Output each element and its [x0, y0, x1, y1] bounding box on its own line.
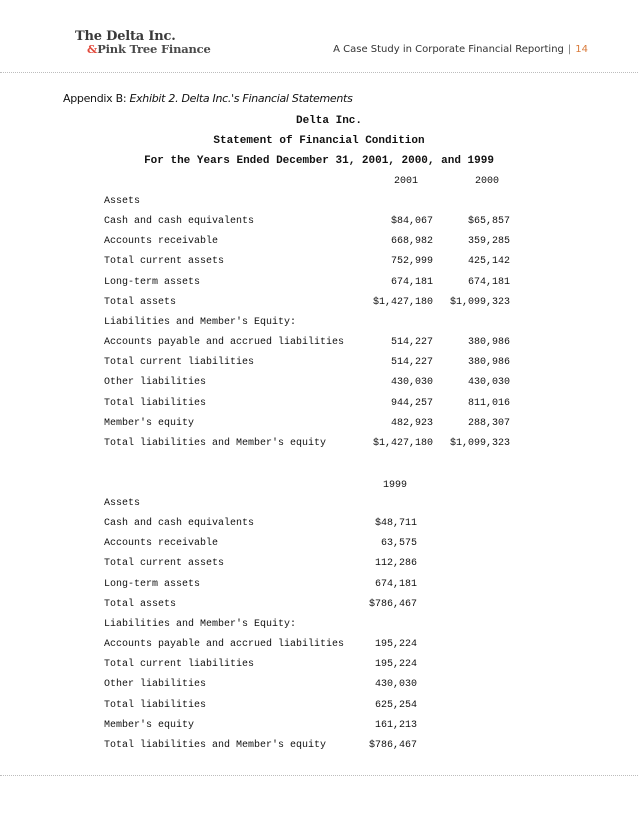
value-1999: 195,224: [374, 639, 417, 651]
running-header: [333, 44, 588, 55]
table-row: [0, 659, 638, 673]
value-2001: 944,257: [390, 397, 433, 409]
company-logo: [75, 30, 211, 56]
appendix-title: Exhibit 2. Delta Inc.'s Financial Statements: [129, 92, 353, 105]
table-row: [0, 700, 638, 714]
table-row: [0, 418, 638, 432]
table-row: [0, 398, 638, 412]
value-1999: $786,467: [368, 739, 417, 751]
row-label: Accounts receivable: [104, 236, 219, 248]
table-row: [0, 498, 638, 512]
table-row: [0, 438, 638, 452]
header-separator: |: [567, 44, 572, 55]
table-row: [0, 317, 638, 331]
table-row: [0, 619, 638, 633]
value-2001: 514,227: [390, 357, 433, 369]
row-label: Total liabilities and Member's equity: [104, 739, 327, 751]
table-row: [0, 196, 638, 210]
column-header-2000: 2000: [475, 176, 500, 187]
row-label: Assets: [104, 196, 141, 207]
column-header-2001: 2001: [394, 176, 419, 187]
value-1999: 63,575: [380, 538, 417, 550]
footer-divider: [0, 775, 638, 776]
header-divider: [0, 72, 638, 73]
logo-line-2: [87, 44, 211, 56]
statement-period: For the Years Ended December 31, 2001, 2000, and 1999: [144, 155, 494, 167]
table-row: [0, 558, 638, 572]
value-2000: 380,986: [467, 337, 510, 349]
row-label: Total current liabilities: [104, 357, 255, 369]
logo-line-2-text: Pink Tree Finance: [97, 42, 211, 56]
row-label: Cash and cash equivalents: [104, 216, 255, 228]
row-label: Member's equity: [104, 719, 195, 731]
value-1999: 161,213: [374, 719, 417, 731]
table-row: [0, 538, 638, 552]
value-1999: $786,467: [368, 598, 417, 610]
logo-ampersand: &: [87, 42, 98, 56]
table-row: [0, 740, 638, 754]
table-row: [0, 357, 638, 371]
value-1999: 430,030: [374, 679, 417, 691]
value-2001: 514,227: [390, 337, 433, 349]
value-2000: 425,142: [467, 256, 510, 268]
row-label: Accounts receivable: [104, 538, 219, 550]
value-2001: $1,427,180: [372, 437, 433, 449]
value-2001: $1,427,180: [372, 296, 433, 308]
row-label: Total liabilities: [104, 699, 207, 711]
row-label: Total current assets: [104, 558, 225, 570]
row-label: Liabilities and Member's Equity:: [104, 316, 297, 328]
table-row: [0, 639, 638, 653]
value-2000: 674,181: [467, 276, 510, 288]
row-label: Long-term assets: [104, 276, 201, 288]
value-2001: 668,982: [390, 236, 433, 248]
row-label: Total liabilities and Member's equity: [104, 437, 327, 449]
table-row: [0, 599, 638, 613]
row-label: Total current liabilities: [104, 659, 255, 671]
table-row: [0, 579, 638, 593]
value-2000: $1,099,323: [449, 437, 510, 449]
table-row: [0, 377, 638, 391]
value-2000: 359,285: [467, 236, 510, 248]
row-label: Other liabilities: [104, 679, 207, 691]
row-label: Accounts payable and accrued liabilities: [104, 337, 345, 349]
row-label: Total current assets: [104, 256, 225, 268]
value-2001: 752,999: [390, 256, 433, 268]
appendix-heading: [63, 92, 353, 105]
value-2000: 380,986: [467, 357, 510, 369]
row-label: Other liabilities: [104, 377, 207, 389]
row-label: Long-term assets: [104, 578, 201, 590]
row-label: Total assets: [104, 296, 177, 308]
value-2001: 430,030: [390, 377, 433, 389]
row-label: Accounts payable and accrued liabilities: [104, 639, 345, 651]
row-label: Assets: [104, 498, 141, 509]
statement-name: Statement of Financial Condition: [213, 135, 425, 147]
value-2001: $84,067: [390, 216, 433, 228]
logo-line-1: The Delta Inc.: [75, 29, 176, 44]
table-row: [0, 720, 638, 734]
value-2001: 482,923: [390, 417, 433, 429]
value-2000: $65,857: [467, 216, 510, 228]
value-2001: 674,181: [390, 276, 433, 288]
row-label: Liabilities and Member's Equity:: [104, 618, 297, 630]
table-row: [0, 337, 638, 351]
value-2000: 288,307: [467, 417, 510, 429]
value-1999: 625,254: [374, 699, 417, 711]
page-number: 14: [575, 44, 588, 55]
value-2000: 430,030: [467, 377, 510, 389]
value-1999: 195,224: [374, 659, 417, 671]
table-row: [0, 256, 638, 270]
row-label: Cash and cash equivalents: [104, 518, 255, 530]
row-label: Total liabilities: [104, 397, 207, 409]
value-2000: 811,016: [467, 397, 510, 409]
row-label: Member's equity: [104, 417, 195, 429]
value-2000: $1,099,323: [449, 296, 510, 308]
appendix-prefix: Appendix B:: [63, 92, 130, 105]
table-row: [0, 216, 638, 230]
row-label: Total assets: [104, 598, 177, 610]
table-row: [0, 297, 638, 311]
table-row: [0, 277, 638, 291]
statement-company: Delta Inc.: [295, 115, 362, 127]
value-1999: 674,181: [374, 578, 417, 590]
header-title: A Case Study in Corporate Financial Reporting: [333, 44, 564, 55]
table-row: [0, 518, 638, 532]
table-row: [0, 236, 638, 250]
table-row: [0, 679, 638, 693]
value-1999: $48,711: [374, 518, 417, 530]
column-header-1999: 1999: [383, 480, 408, 491]
value-1999: 112,286: [374, 558, 417, 570]
